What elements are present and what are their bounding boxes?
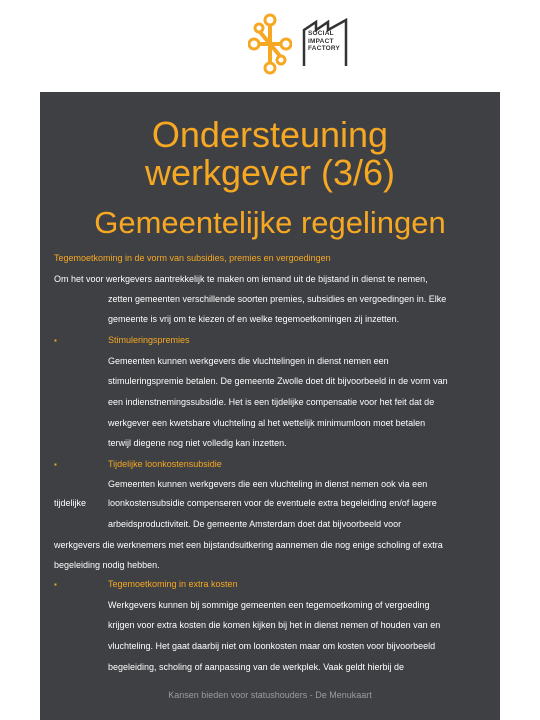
item1-line-1: Gemeenten kunnen werkgevers die vluchtelingen in dienst nemen een [108,356,389,366]
item1-line-3: een indienstnemingssubsidie. Het is een tijdelijke compensatie voor het feit dat de [108,397,435,407]
flower-logo-icon [248,12,292,76]
item1-line-2: stimuleringspremie betalen. De gemeente Zwolle doet dit bijvoorbeeld in de vorm van [108,376,448,386]
title-line-2: werkgever (3/6) [144,152,396,193]
item2-line-1: Gemeenten kunnen werkgevers die een vluchteling in dienst nemen ook via een [108,479,428,489]
bullet-marker-2: ▪ [54,460,57,469]
page-footer: Kansen bieden voor statushouders - De Menukaart [168,690,372,700]
item2-line-3: arbeidsproductiviteit. De gemeente Amsterdam doet dat bijvoorbeeld voor [108,519,402,529]
bullet-marker-3: ▪ [54,580,57,589]
item1-line-4: werkgever een kwetsbare vluchteling al het wettelijk minimumloon moet betalen [108,418,426,428]
intro-line-3: gemeente is vrij om te kiezen of en welke tegemoetkomingen zij inzetten. [108,314,400,324]
item2-line-2: loonkostensubsidie compenseren voor de eventuele extra begeleiding en/of lagere [108,498,437,508]
item2-line-5: begeleiding nodig hebben. [54,560,160,570]
item3-line-3: vluchteling. Het gaat daarbij niet om loonkosten maar om kosten voor bijvoorbeeld [108,641,436,651]
item2-word-left: tijdelijke [54,498,87,508]
intro-line-1: Om het voor werkgevers aantrekkelijk te maken om iemand uit de bijstand in dienst te nemen, [54,274,428,284]
header [0,0,540,90]
intro-heading: Tegemoetkoming in de vorm van subsidies, premies en vergoedingen [54,253,331,263]
intro-line-2: zetten gemeenten verschillende soorten premies, subsidies en vergoedingen in. Elke [108,294,447,304]
logo-line-social: SOCIAL [308,30,334,37]
item1-label: Stimuleringspremies [108,335,190,345]
bullet-marker-1: ▪ [54,336,57,345]
item3-label: Tegemoetkoming in extra kosten [108,579,238,589]
page-subtitle: Gemeentelijke regelingen [94,205,446,240]
item1-line-5: terwijl diegene nog niet volledig kan inzetten. [108,438,287,448]
title-line-1: Ondersteuning [151,114,389,155]
logo-line-factory: FACTORY [308,45,341,52]
item2-line-4: werkgevers die werknemers met een bijstandsuitkering aannemen die nog enige scholing of extra [54,540,443,550]
item3-line-1: Werkgevers kunnen bij sommige gemeenten een tegemoetkoming of vergoeding [108,600,430,610]
page-title [40,116,500,192]
item3-line-2: krijgen voor extra kosten die komen kijken bij het in dienst nemen of houden van en [108,620,441,630]
item2-label: Tijdelijke loonkostensubsidie [108,459,222,469]
item3-line-4: begeleiding, scholing of aanpassing van de werkplek. Vaak geldt hierbij de [108,662,405,672]
logo-line-impact: IMPACT [308,37,334,45]
factory-logo-text [308,30,348,53]
